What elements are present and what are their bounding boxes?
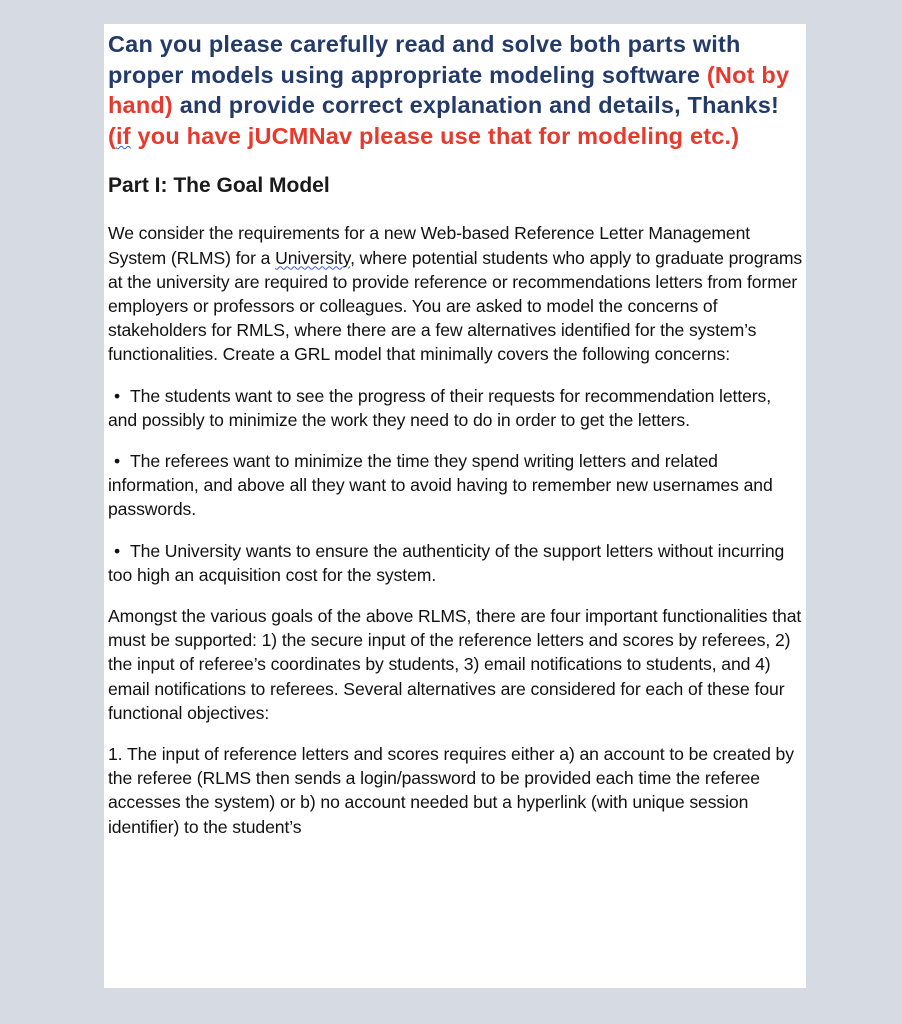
alternative-item-1: 1. The input of reference letters and scores requires either a) an account to be created by the referee (RLMS then sends a login/password to be provided each time the referee accesses the system) or b) no account needed but a hyperlink (with unique session identifier) to the student’s <box>108 744 794 837</box>
university-word: University <box>275 247 351 268</box>
bullet-text: The University wants to ensure the authenticity of the support letters without incurring too high an acquisition cost for the system. <box>108 540 785 585</box>
jucmnav-text: you have jUCMNav please use that for modeling etc.) <box>130 122 740 149</box>
intro-before: We consider the requirements for a new Web-based Reference Letter Management System (RLMS) for a <box>108 223 751 268</box>
document-content <box>108 29 804 839</box>
intro-after: , where potential students who apply to graduate programs at the university are required to provide reference or recommendations letters from former employers or professors or colleagues. You are asked to model the concerns of stakeholders for RMLS, where there are a few alternatives identified for the system’s functionalities. Create a GRL model that minimally covers the following concerns: <box>108 247 803 365</box>
bullet-item-students <box>108 384 804 432</box>
bullet-text: The students want to see the progress of their requests for recommendation letters, and possibly to minimize the work they need to do in order to get the letters. <box>108 385 772 430</box>
bullet-icon: • <box>114 451 121 471</box>
open-paren: ( <box>108 122 117 149</box>
part-title: Part I: The Goal Model <box>108 174 330 198</box>
bullet-icon: • <box>114 385 121 406</box>
bullet-text: The referees want to minimize the time they spend writing letters and related information, and above all they want to avoid having to remember new usernames and passwords. <box>108 451 773 520</box>
bullet-icon: • <box>114 540 121 561</box>
request-heading <box>108 29 804 151</box>
bullet-item-referees <box>108 449 804 522</box>
if-word: if <box>116 122 131 149</box>
not-by-hand-text: (Not by hand) <box>108 61 790 119</box>
request-text-1: Can you please carefully read and solve both parts with proper models using appropriate modeling software <box>108 31 741 88</box>
functionalities-paragraph: Amongst the various goals of the above RLMS, there are four important functionalities that must be supported: 1) the secure input of the reference letters and scores by referees, 2) the input of referee’s coordinates by students, 3) email notifications to students, and 4) email notifications to referees. Several alternatives are considered for each of these four functional objectives: <box>108 606 802 723</box>
bullet-item-university <box>108 539 804 587</box>
document-page <box>104 24 806 988</box>
request-text-2: and provide correct explanation and details, Thanks! <box>172 92 780 119</box>
intro-paragraph <box>108 221 804 366</box>
jucmnav-note <box>108 123 739 149</box>
